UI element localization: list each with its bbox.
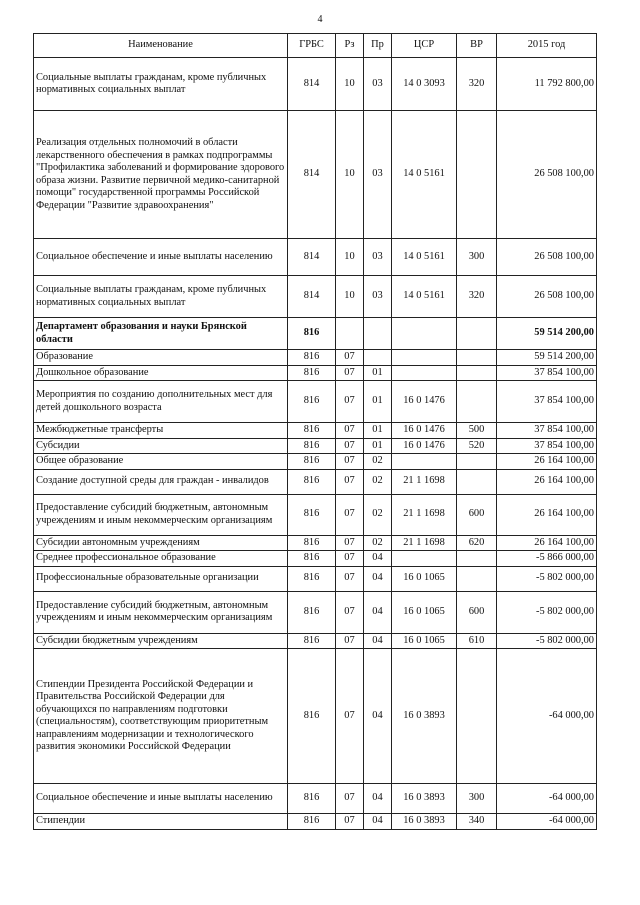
- cell-rz: 07: [336, 784, 364, 814]
- cell-rz: 07: [336, 365, 364, 381]
- cell-rz: 07: [336, 438, 364, 454]
- cell-pr: [364, 350, 392, 366]
- cell-rz: 10: [336, 58, 364, 111]
- cell-vr: 300: [457, 239, 497, 276]
- cell-rz: 07: [336, 454, 364, 470]
- cell-rz: 07: [336, 551, 364, 567]
- cell-csr: 21 1 1698: [392, 535, 457, 551]
- cell-amount: 26 164 100,00: [497, 535, 597, 551]
- table-row: [34, 591, 597, 633]
- cell-grbs: 816: [288, 494, 336, 535]
- cell-name: Субсидии автономным учреждениям: [34, 535, 288, 551]
- cell-vr: [457, 318, 497, 350]
- header-csr: ЦСР: [392, 34, 457, 58]
- cell-grbs: 816: [288, 423, 336, 439]
- cell-amount: -5 802 000,00: [497, 633, 597, 649]
- cell-amount: 59 514 200,00: [497, 350, 597, 366]
- cell-rz: 07: [336, 814, 364, 830]
- cell-csr: 14 0 5161: [392, 276, 457, 318]
- cell-vr: [457, 350, 497, 366]
- cell-pr: 04: [364, 551, 392, 567]
- cell-rz: [336, 318, 364, 350]
- table-row: [34, 58, 597, 111]
- cell-amount: -64 000,00: [497, 784, 597, 814]
- table-row: [34, 423, 597, 439]
- cell-vr: 520: [457, 438, 497, 454]
- cell-csr: 16 0 1065: [392, 591, 457, 633]
- cell-grbs: 816: [288, 350, 336, 366]
- cell-grbs: 816: [288, 591, 336, 633]
- table-row: [34, 469, 597, 494]
- cell-vr: 300: [457, 784, 497, 814]
- cell-vr: [457, 454, 497, 470]
- cell-amount: -64 000,00: [497, 814, 597, 830]
- cell-csr: [392, 365, 457, 381]
- cell-vr: 620: [457, 535, 497, 551]
- cell-name: Предоставление субсидий бюджетным, автономным учреждениям и иным некоммерческим организациям: [34, 494, 288, 535]
- cell-amount: 11 792 800,00: [497, 58, 597, 111]
- cell-amount: -64 000,00: [497, 649, 597, 784]
- cell-amount: 26 164 100,00: [497, 469, 597, 494]
- cell-csr: 16 0 3893: [392, 814, 457, 830]
- cell-pr: 04: [364, 784, 392, 814]
- cell-grbs: 816: [288, 381, 336, 423]
- page-number: 4: [317, 14, 323, 25]
- cell-csr: 16 0 1476: [392, 438, 457, 454]
- cell-amount: 37 854 100,00: [497, 423, 597, 439]
- cell-pr: 01: [364, 423, 392, 439]
- table-row: [34, 494, 597, 535]
- table-row: [34, 111, 597, 239]
- cell-csr: 16 0 3893: [392, 784, 457, 814]
- cell-rz: 10: [336, 239, 364, 276]
- cell-vr: [457, 551, 497, 567]
- cell-name: Департамент образования и науки Брянской области: [34, 318, 288, 350]
- cell-vr: 600: [457, 494, 497, 535]
- cell-name: Межбюджетные трансферты: [34, 423, 288, 439]
- cell-name: Среднее профессиональное образование: [34, 551, 288, 567]
- cell-vr: 320: [457, 58, 497, 111]
- table-row: [34, 649, 597, 784]
- cell-grbs: 816: [288, 784, 336, 814]
- cell-grbs: 814: [288, 239, 336, 276]
- cell-vr: [457, 365, 497, 381]
- cell-rz: 10: [336, 111, 364, 239]
- cell-grbs: 816: [288, 365, 336, 381]
- cell-rz: 07: [336, 494, 364, 535]
- cell-rz: 07: [336, 591, 364, 633]
- cell-grbs: 816: [288, 633, 336, 649]
- cell-rz: 07: [336, 423, 364, 439]
- table-row: [34, 814, 597, 830]
- cell-vr: [457, 469, 497, 494]
- cell-amount: 26 164 100,00: [497, 494, 597, 535]
- cell-pr: 04: [364, 633, 392, 649]
- cell-amount: 26 164 100,00: [497, 454, 597, 470]
- cell-pr: 03: [364, 276, 392, 318]
- cell-rz: 07: [336, 535, 364, 551]
- cell-vr: 600: [457, 591, 497, 633]
- cell-pr: 01: [364, 365, 392, 381]
- cell-grbs: 816: [288, 535, 336, 551]
- cell-csr: 21 1 1698: [392, 494, 457, 535]
- cell-pr: 02: [364, 535, 392, 551]
- cell-name: Профессиональные образовательные организации: [34, 566, 288, 591]
- cell-amount: 59 514 200,00: [497, 318, 597, 350]
- cell-grbs: 814: [288, 58, 336, 111]
- table-body: [34, 58, 597, 830]
- cell-grbs: 816: [288, 318, 336, 350]
- cell-name: Дошкольное образование: [34, 365, 288, 381]
- cell-vr: 320: [457, 276, 497, 318]
- table-row: [34, 365, 597, 381]
- cell-name: Социальные выплаты гражданам, кроме публичных нормативных социальных выплат: [34, 276, 288, 318]
- cell-name: Реализация отдельных полномочий в области лекарственного обеспечения в рамках подпрограммы "Профилактика заболеваний и формирование здорового образа жизни. Развитие первичной медико-санитарной помощи" государственной программы Российской Федерации "Развитие здравоохранения": [34, 111, 288, 239]
- cell-csr: 14 0 5161: [392, 239, 457, 276]
- table-row: [34, 551, 597, 567]
- cell-amount: 37 854 100,00: [497, 438, 597, 454]
- cell-amount: -5 802 000,00: [497, 591, 597, 633]
- cell-grbs: 814: [288, 276, 336, 318]
- cell-rz: 07: [336, 381, 364, 423]
- cell-name: Стипендии Президента Российской Федерации и Правительства Российской Федерации для обучающихся по направлениям подготовки (специальностям), соответствующим приоритетным направлениям модернизации и технологического развития экономики Российской Федерации: [34, 649, 288, 784]
- cell-name: Мероприятия по созданию дополнительных мест для детей дошкольного возраста: [34, 381, 288, 423]
- cell-rz: 07: [336, 649, 364, 784]
- header-row: [34, 34, 597, 58]
- cell-rz: 07: [336, 350, 364, 366]
- table-row: [34, 318, 597, 350]
- cell-csr: [392, 350, 457, 366]
- cell-csr: 21 1 1698: [392, 469, 457, 494]
- cell-pr: 04: [364, 566, 392, 591]
- cell-grbs: 816: [288, 454, 336, 470]
- cell-pr: [364, 318, 392, 350]
- cell-name: Общее образование: [34, 454, 288, 470]
- budget-table: [33, 33, 597, 830]
- cell-vr: 500: [457, 423, 497, 439]
- cell-csr: 16 0 1065: [392, 566, 457, 591]
- cell-rz: 07: [336, 469, 364, 494]
- cell-name: Стипендии: [34, 814, 288, 830]
- table-row: [34, 454, 597, 470]
- cell-vr: [457, 111, 497, 239]
- cell-name: Образование: [34, 350, 288, 366]
- cell-amount: 26 508 100,00: [497, 239, 597, 276]
- table-row: [34, 438, 597, 454]
- cell-name: Субсидии: [34, 438, 288, 454]
- cell-csr: 16 0 1065: [392, 633, 457, 649]
- cell-csr: 16 0 1476: [392, 423, 457, 439]
- cell-pr: 04: [364, 814, 392, 830]
- cell-csr: [392, 318, 457, 350]
- table-row: [34, 276, 597, 318]
- table-row: [34, 784, 597, 814]
- cell-pr: 04: [364, 591, 392, 633]
- cell-vr: 340: [457, 814, 497, 830]
- cell-rz: 10: [336, 276, 364, 318]
- cell-csr: 14 0 5161: [392, 111, 457, 239]
- cell-name: Социальное обеспечение и иные выплаты населению: [34, 784, 288, 814]
- cell-vr: [457, 566, 497, 591]
- cell-name: Предоставление субсидий бюджетным, автономным учреждениям и иным некоммерческим организациям: [34, 591, 288, 633]
- table-row: [34, 350, 597, 366]
- cell-grbs: 814: [288, 111, 336, 239]
- cell-grbs: 816: [288, 469, 336, 494]
- cell-amount: 37 854 100,00: [497, 381, 597, 423]
- cell-grbs: 816: [288, 566, 336, 591]
- cell-pr: 04: [364, 649, 392, 784]
- header-year: 2015 год: [497, 34, 597, 58]
- cell-name: Социальные выплаты гражданам, кроме публичных нормативных социальных выплат: [34, 58, 288, 111]
- cell-grbs: 816: [288, 814, 336, 830]
- cell-csr: 14 0 3093: [392, 58, 457, 111]
- cell-csr: 16 0 3893: [392, 649, 457, 784]
- cell-csr: [392, 454, 457, 470]
- cell-name: Создание доступной среды для граждан - инвалидов: [34, 469, 288, 494]
- cell-pr: 01: [364, 381, 392, 423]
- table-row: [34, 239, 597, 276]
- cell-amount: 37 854 100,00: [497, 365, 597, 381]
- table-row: [34, 381, 597, 423]
- cell-pr: 03: [364, 239, 392, 276]
- cell-pr: 03: [364, 58, 392, 111]
- cell-grbs: 816: [288, 551, 336, 567]
- cell-pr: 02: [364, 454, 392, 470]
- cell-rz: 07: [336, 633, 364, 649]
- table-row: [34, 566, 597, 591]
- cell-csr: [392, 551, 457, 567]
- cell-amount: 26 508 100,00: [497, 276, 597, 318]
- cell-name: Субсидии бюджетным учреждениям: [34, 633, 288, 649]
- cell-rz: 07: [336, 566, 364, 591]
- header-name: Наименование: [34, 34, 288, 58]
- cell-vr: [457, 649, 497, 784]
- cell-pr: 03: [364, 111, 392, 239]
- header-pr: Пр: [364, 34, 392, 58]
- cell-name: Социальное обеспечение и иные выплаты населению: [34, 239, 288, 276]
- cell-vr: 610: [457, 633, 497, 649]
- cell-amount: -5 802 000,00: [497, 566, 597, 591]
- cell-amount: 26 508 100,00: [497, 111, 597, 239]
- cell-pr: 02: [364, 469, 392, 494]
- cell-csr: 16 0 1476: [392, 381, 457, 423]
- cell-amount: -5 866 000,00: [497, 551, 597, 567]
- header-grbs: ГРБС: [288, 34, 336, 58]
- cell-vr: [457, 381, 497, 423]
- table-row: [34, 535, 597, 551]
- cell-grbs: 816: [288, 649, 336, 784]
- cell-pr: 02: [364, 494, 392, 535]
- header-vr: ВР: [457, 34, 497, 58]
- cell-pr: 01: [364, 438, 392, 454]
- header-rz: Рз: [336, 34, 364, 58]
- cell-grbs: 816: [288, 438, 336, 454]
- table-row: [34, 633, 597, 649]
